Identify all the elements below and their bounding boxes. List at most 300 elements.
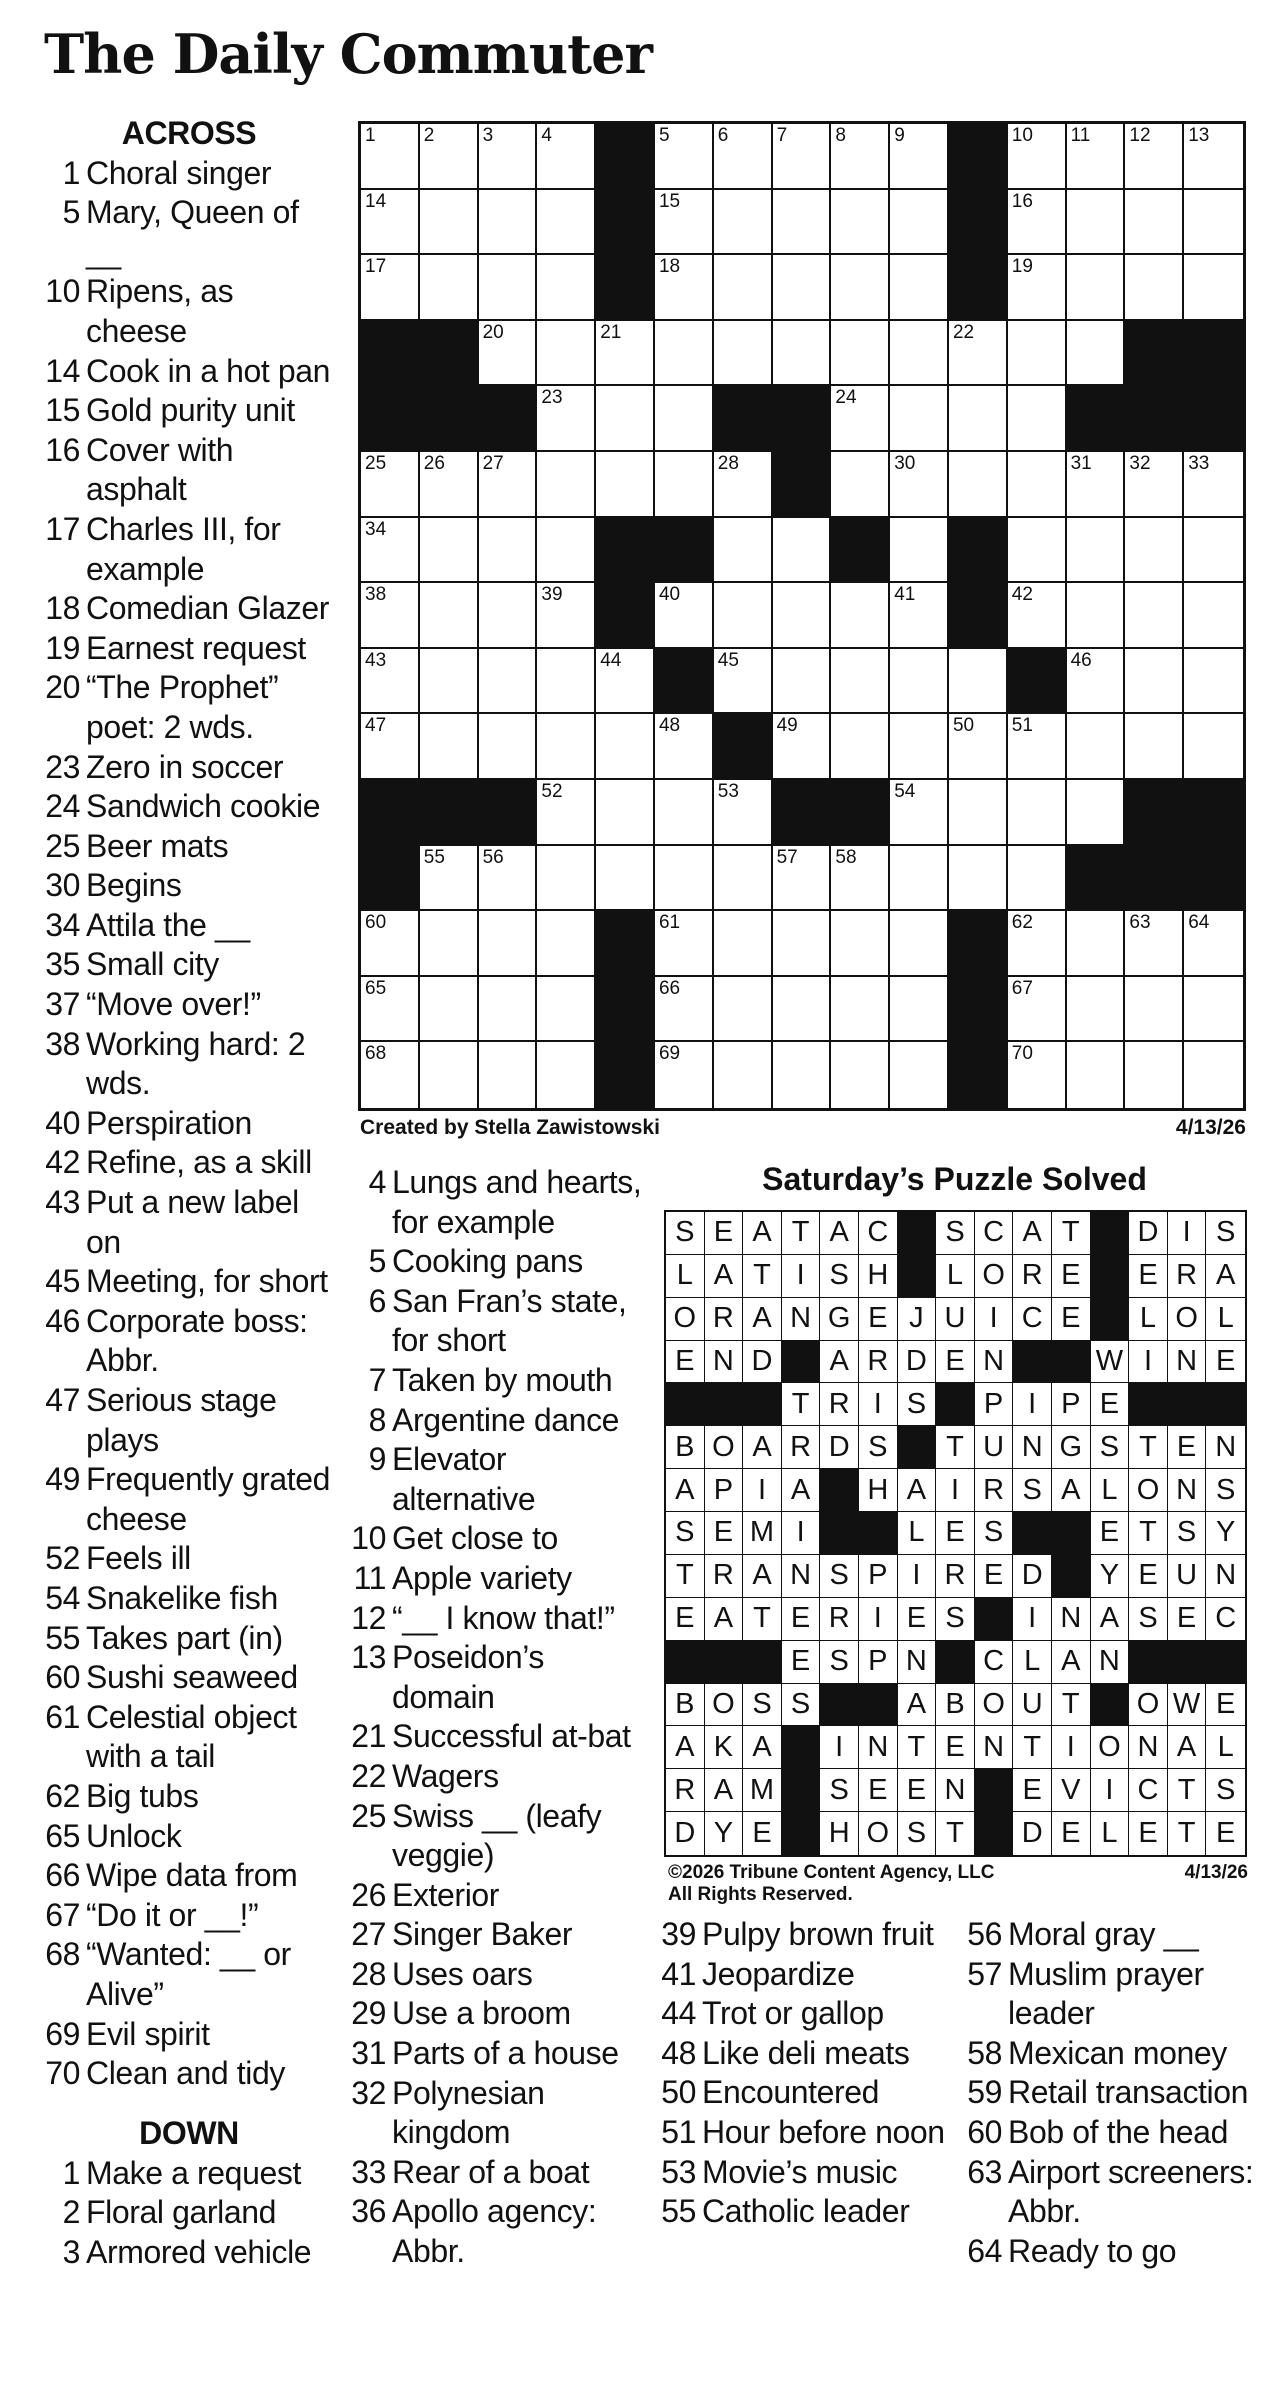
grid-square[interactable] (1125, 452, 1184, 518)
grid-square[interactable] (949, 714, 1008, 780)
grid-square[interactable] (1008, 1042, 1067, 1108)
grid-square[interactable] (890, 255, 949, 321)
clue-number: 29 (351, 1995, 386, 2032)
solved-letter: E (898, 1598, 937, 1641)
clue-item (44, 431, 334, 510)
clue-item (44, 2233, 334, 2273)
grid-square[interactable] (420, 452, 479, 518)
grid-square[interactable] (773, 977, 832, 1043)
solved-letter: L (898, 1512, 937, 1555)
solved-black-square (743, 1641, 782, 1684)
grid-square[interactable] (1125, 255, 1184, 321)
grid-square[interactable] (537, 1042, 596, 1108)
grid-square[interactable] (1008, 190, 1067, 256)
clue-text: Comedian Glazer (86, 590, 330, 627)
solved-letter: J (898, 1298, 937, 1341)
square-number: 59 (1070, 846, 1092, 868)
grid-square[interactable] (890, 649, 949, 715)
grid-square[interactable] (1125, 649, 1184, 715)
grid-square[interactable] (949, 649, 1008, 715)
grid-square[interactable] (714, 780, 773, 846)
grid-square[interactable] (361, 124, 420, 190)
grid-square[interactable] (479, 1042, 538, 1108)
square-number: 68 (365, 1043, 387, 1065)
grid-square[interactable] (1008, 386, 1067, 452)
grid-square[interactable] (1125, 911, 1184, 977)
clue-text: Hour before noon (702, 2113, 945, 2150)
square-number: 55 (423, 846, 445, 868)
grid-square[interactable] (714, 1042, 773, 1108)
grid-square[interactable] (1067, 124, 1126, 190)
grid-square[interactable] (361, 714, 420, 780)
grid-square[interactable] (1008, 846, 1067, 912)
grid-square[interactable] (831, 386, 890, 452)
grid-square[interactable] (596, 780, 655, 846)
grid-square[interactable] (1067, 583, 1126, 649)
grid-square[interactable] (596, 649, 655, 715)
grid-square[interactable] (831, 255, 890, 321)
grid-square[interactable] (655, 452, 714, 518)
square-number: 25 (365, 452, 387, 474)
grid-square[interactable] (773, 714, 832, 780)
grid-square[interactable] (655, 124, 714, 190)
clue-number: 24 (45, 788, 80, 825)
grid-square[interactable] (479, 190, 538, 256)
grid-square[interactable] (596, 321, 655, 387)
crossword-grid[interactable] (358, 121, 1246, 1111)
clue-item (44, 2054, 334, 2094)
grid-square[interactable] (479, 321, 538, 387)
grid-square[interactable] (890, 386, 949, 452)
grid-square[interactable] (773, 321, 832, 387)
grid-square[interactable] (361, 583, 420, 649)
grid-square[interactable] (361, 1042, 420, 1108)
grid-square[interactable] (420, 518, 479, 584)
clue-item (350, 1955, 646, 1995)
solved-letter: B (666, 1426, 705, 1469)
grid-square[interactable] (537, 649, 596, 715)
grid-square[interactable] (537, 583, 596, 649)
solved-letter: I (1013, 1383, 1052, 1426)
grid-square[interactable] (773, 255, 832, 321)
grid-square[interactable] (1067, 255, 1126, 321)
solved-letter: I (782, 1512, 821, 1555)
solved-puzzle-title: Saturday’s Puzzle Solved (762, 1161, 1147, 1197)
grid-square[interactable] (655, 386, 714, 452)
clue-text: Poseidon’s domain (392, 1639, 544, 1715)
solved-letter: A (743, 1212, 782, 1255)
grid-square[interactable] (1067, 1042, 1126, 1108)
black-square (773, 780, 832, 846)
grid-square[interactable] (890, 911, 949, 977)
clue-item (660, 1915, 960, 1955)
clue-text: Beer mats (86, 827, 229, 864)
grid-square[interactable] (655, 780, 714, 846)
solved-letter: N (705, 1341, 744, 1384)
clue-item (350, 1559, 646, 1599)
grid-square[interactable] (773, 1042, 832, 1108)
solved-letter: A (743, 1298, 782, 1341)
grid-square[interactable] (714, 649, 773, 715)
clue-number: 30 (45, 867, 80, 904)
grid-square[interactable] (1184, 124, 1243, 190)
grid-square[interactable] (420, 714, 479, 780)
clue-text: “Wanted: __ or Alive” (86, 1936, 291, 2012)
grid-square[interactable] (1184, 583, 1243, 649)
clue-item (44, 1935, 334, 2014)
grid-square[interactable] (1067, 977, 1126, 1043)
grid-square[interactable] (479, 714, 538, 780)
black-square (949, 190, 1008, 256)
square-number: 53 (717, 780, 739, 802)
solved-letter: N (975, 1341, 1014, 1384)
solved-letter: A (743, 1555, 782, 1598)
solved-letter: S (743, 1684, 782, 1727)
clue-text: Moral gray __ (1008, 1916, 1199, 1952)
grid-square[interactable] (655, 977, 714, 1043)
down-clue-list-col1 (44, 2114, 334, 2272)
grid-square[interactable] (479, 649, 538, 715)
solved-letter: R (705, 1298, 744, 1341)
grid-square[interactable] (714, 452, 773, 518)
grid-square[interactable] (714, 518, 773, 584)
grid-square[interactable] (831, 190, 890, 256)
grid-square[interactable] (361, 518, 420, 584)
grid-square[interactable] (949, 452, 1008, 518)
clue-item (660, 2113, 960, 2153)
clue-number: 38 (45, 1025, 80, 1062)
grid-square[interactable] (1067, 714, 1126, 780)
grid-square[interactable] (773, 190, 832, 256)
clue-number: 69 (45, 2015, 80, 2052)
grid-square[interactable] (1184, 977, 1243, 1043)
grid-square[interactable] (537, 452, 596, 518)
solved-letter: T (1013, 1726, 1052, 1769)
grid-square[interactable] (1008, 518, 1067, 584)
solved-letter: I (1091, 1769, 1130, 1812)
grid-square[interactable] (773, 649, 832, 715)
clue-item (350, 1440, 646, 1519)
grid-square[interactable] (831, 452, 890, 518)
solved-letter: O (1129, 1469, 1168, 1512)
grid-square[interactable] (714, 321, 773, 387)
square-number: 61 (658, 912, 681, 934)
clue-text: Encountered (702, 2074, 880, 2111)
solved-black-square (1091, 1212, 1130, 1255)
solved-letter: P (705, 1469, 744, 1512)
black-square (655, 649, 714, 715)
clue-number: 34 (45, 906, 80, 943)
grid-square[interactable] (1008, 977, 1067, 1043)
square-number: 58 (835, 846, 857, 868)
square-number: 40 (658, 584, 681, 606)
black-square (831, 780, 890, 846)
grid-square[interactable] (890, 518, 949, 584)
grid-square[interactable] (537, 714, 596, 780)
clue-text: Sushi seaweed (86, 1659, 298, 1696)
grid-square[interactable] (1184, 911, 1243, 977)
grid-square[interactable] (537, 321, 596, 387)
solved-letter: Y (1091, 1555, 1130, 1598)
grid-square[interactable] (420, 190, 479, 256)
grid-square[interactable] (714, 911, 773, 977)
grid-square[interactable] (1008, 780, 1067, 846)
square-number: 66 (658, 977, 681, 999)
grid-square[interactable] (1184, 714, 1243, 780)
solved-letter: I (859, 1598, 898, 1641)
clue-text: Parts of a house (392, 2035, 619, 2072)
clue-item (660, 2192, 960, 2232)
grid-square[interactable] (420, 911, 479, 977)
black-square (1067, 386, 1126, 452)
clue-text: Singer Baker (392, 1916, 573, 1953)
grid-square[interactable] (655, 255, 714, 321)
solved-black-square (782, 1769, 821, 1812)
grid-square[interactable] (1184, 649, 1243, 715)
grid-square[interactable] (714, 583, 773, 649)
grid-square[interactable] (890, 124, 949, 190)
grid-square[interactable] (773, 911, 832, 977)
grid-square[interactable] (949, 780, 1008, 846)
grid-square[interactable] (773, 583, 832, 649)
grid-square[interactable] (537, 846, 596, 912)
grid-square[interactable] (596, 386, 655, 452)
square-number: 47 (365, 715, 387, 737)
grid-square[interactable] (479, 583, 538, 649)
grid-square[interactable] (831, 649, 890, 715)
black-square (1067, 846, 1126, 912)
grid-square[interactable] (890, 1042, 949, 1108)
clue-item (44, 985, 334, 1025)
grid-square[interactable] (773, 846, 832, 912)
square-number: 35 (658, 518, 681, 540)
solved-letter: H (820, 1812, 859, 1855)
solved-letter: T (782, 1212, 821, 1255)
grid-square[interactable] (890, 780, 949, 846)
grid-square[interactable] (949, 321, 1008, 387)
grid-square[interactable] (1008, 714, 1067, 780)
solved-letter: T (1168, 1769, 1207, 1812)
clue-number: 1 (62, 2154, 80, 2191)
grid-square[interactable] (1008, 321, 1067, 387)
grid-square[interactable] (361, 977, 420, 1043)
grid-square[interactable] (714, 190, 773, 256)
grid-square[interactable] (655, 846, 714, 912)
grid-square[interactable] (714, 124, 773, 190)
grid-square[interactable] (420, 977, 479, 1043)
grid-square[interactable] (831, 911, 890, 977)
clue-text: Retail transaction (1008, 2074, 1249, 2111)
clue-item (44, 510, 334, 589)
grid-square[interactable] (890, 321, 949, 387)
grid-square[interactable] (655, 714, 714, 780)
clue-item (350, 1519, 646, 1559)
grid-square[interactable] (596, 714, 655, 780)
grid-square[interactable] (890, 190, 949, 256)
grid-square[interactable] (890, 846, 949, 912)
puzzle-credit-line (360, 1116, 1246, 1140)
grid-square[interactable] (1008, 911, 1067, 977)
grid-square[interactable] (655, 1042, 714, 1108)
grid-square[interactable] (537, 386, 596, 452)
clue-item (966, 1915, 1266, 1955)
grid-square[interactable] (479, 977, 538, 1043)
grid-square[interactable] (1125, 583, 1184, 649)
grid-square[interactable] (949, 846, 1008, 912)
grid-square[interactable] (714, 255, 773, 321)
solved-black-square (898, 1255, 937, 1298)
square-number: 27 (482, 452, 504, 474)
grid-square[interactable] (537, 190, 596, 256)
grid-square[interactable] (773, 124, 832, 190)
grid-square[interactable] (361, 190, 420, 256)
grid-square[interactable] (831, 714, 890, 780)
grid-square[interactable] (1184, 518, 1243, 584)
grid-square[interactable] (420, 649, 479, 715)
solved-black-square (705, 1383, 744, 1426)
grid-square[interactable] (831, 1042, 890, 1108)
grid-square[interactable] (890, 583, 949, 649)
grid-square[interactable] (1184, 452, 1243, 518)
solved-letter: I (1052, 1726, 1091, 1769)
grid-square[interactable] (949, 386, 1008, 452)
clue-text: Argentine dance (392, 1401, 620, 1438)
solved-letter: C (975, 1212, 1014, 1255)
grid-square[interactable] (831, 846, 890, 912)
black-square (773, 452, 832, 518)
grid-square[interactable] (537, 255, 596, 321)
solved-letter: R (975, 1469, 1014, 1512)
grid-square[interactable] (1008, 124, 1067, 190)
grid-square[interactable] (1125, 190, 1184, 256)
grid-square[interactable] (479, 911, 538, 977)
grid-square[interactable] (1184, 190, 1243, 256)
clue-item (44, 1302, 334, 1381)
clue-text: Muslim prayer leader (1008, 1955, 1204, 2032)
grid-square[interactable] (1067, 452, 1126, 518)
grid-square[interactable] (890, 977, 949, 1043)
square-number: 44 (600, 649, 622, 671)
clue-item (966, 2034, 1266, 2074)
grid-square[interactable] (1184, 255, 1243, 321)
puzzle-author: Created by Stella Zawistowski (360, 1116, 660, 1139)
grid-square[interactable] (714, 977, 773, 1043)
grid-square[interactable] (479, 255, 538, 321)
grid-square[interactable] (361, 649, 420, 715)
clue-text: Unlock (86, 1817, 182, 1854)
grid-square[interactable] (831, 583, 890, 649)
grid-square[interactable] (537, 518, 596, 584)
clue-number: 68 (45, 1936, 80, 1973)
grid-square[interactable] (1125, 977, 1184, 1043)
grid-square[interactable] (420, 1042, 479, 1108)
square-number: 7 (776, 125, 788, 146)
grid-square[interactable] (831, 977, 890, 1043)
grid-square[interactable] (420, 583, 479, 649)
grid-square[interactable] (1067, 321, 1126, 387)
grid-square[interactable] (420, 255, 479, 321)
grid-square[interactable] (714, 846, 773, 912)
grid-square[interactable] (831, 124, 890, 190)
grid-square[interactable] (1067, 649, 1126, 715)
clue-item (350, 2034, 646, 2074)
grid-square[interactable] (655, 321, 714, 387)
solved-letter: R (666, 1769, 705, 1812)
square-number: 60 (365, 912, 387, 934)
solved-black-square (820, 1684, 859, 1727)
grid-square[interactable] (537, 911, 596, 977)
clue-number: 52 (45, 1540, 80, 1577)
grid-square[interactable] (890, 714, 949, 780)
grid-square[interactable] (890, 452, 949, 518)
clue-number: 65 (45, 1817, 80, 1854)
grid-square[interactable] (1067, 190, 1126, 256)
solved-letter: N (859, 1726, 898, 1769)
clue-item (44, 391, 334, 431)
clue-number: 26 (351, 1876, 386, 1913)
square-number: 34 (365, 518, 387, 540)
grid-square[interactable] (1067, 911, 1126, 977)
clue-item (44, 1619, 334, 1659)
grid-square[interactable] (361, 452, 420, 518)
grid-square[interactable] (479, 518, 538, 584)
square-number: 69 (658, 1043, 681, 1065)
clue-number: 35 (45, 946, 80, 983)
grid-square[interactable] (1125, 518, 1184, 584)
grid-square[interactable] (537, 124, 596, 190)
grid-square[interactable] (361, 255, 420, 321)
grid-square[interactable] (655, 911, 714, 977)
grid-square[interactable] (479, 124, 538, 190)
clue-text: Wagers (392, 1757, 499, 1794)
clue-number: 10 (45, 273, 80, 310)
grid-square[interactable] (1008, 583, 1067, 649)
grid-square[interactable] (479, 846, 538, 912)
grid-square[interactable] (831, 321, 890, 387)
grid-square[interactable] (1184, 1042, 1243, 1108)
grid-square[interactable] (479, 452, 538, 518)
grid-square[interactable] (1008, 255, 1067, 321)
grid-square[interactable] (655, 583, 714, 649)
grid-square[interactable] (596, 846, 655, 912)
grid-square[interactable] (1008, 452, 1067, 518)
solved-letter: M (743, 1769, 782, 1812)
grid-square[interactable] (361, 911, 420, 977)
solved-letter: S (1091, 1426, 1130, 1469)
grid-square[interactable] (537, 780, 596, 846)
grid-square[interactable] (1067, 518, 1126, 584)
grid-square[interactable] (596, 452, 655, 518)
grid-square[interactable] (537, 977, 596, 1043)
grid-square[interactable] (1125, 124, 1184, 190)
grid-square[interactable] (1125, 1042, 1184, 1108)
grid-square[interactable] (655, 190, 714, 256)
grid-square[interactable] (420, 124, 479, 190)
clue-text: Serious stage plays (86, 1382, 277, 1458)
grid-square[interactable] (773, 518, 832, 584)
solved-letter: E (936, 1341, 975, 1384)
solved-letter: I (1168, 1212, 1207, 1255)
solved-black-square (936, 1383, 975, 1426)
solved-letter: E (743, 1812, 782, 1855)
solved-black-square (1206, 1641, 1245, 1684)
clue-item (44, 1698, 334, 1777)
grid-square[interactable] (1125, 714, 1184, 780)
grid-square[interactable] (420, 846, 479, 912)
grid-square[interactable] (1067, 780, 1126, 846)
solved-letter: T (1129, 1426, 1168, 1469)
solved-letter: E (782, 1598, 821, 1641)
